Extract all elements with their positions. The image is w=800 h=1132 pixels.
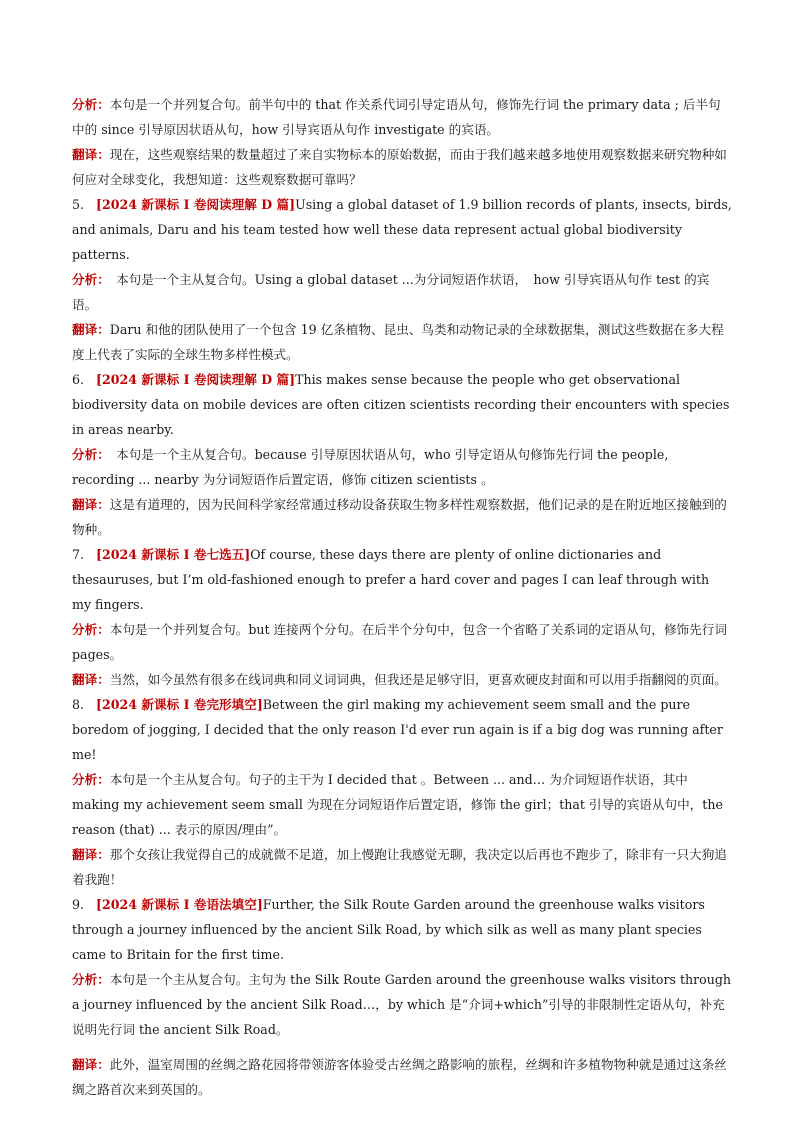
translation-text: 那个女孩让我觉得自己的成就微不足道，加上慢跑让我感觉无聊，我决定以后再也不跑步了，除非有一只大狗追着我跑！: [72, 847, 727, 887]
translation-label: 翻译：: [72, 322, 110, 337]
item-6-sentence: [72, 367, 732, 442]
intro-analysis: [72, 92, 732, 142]
item-5-translation: [72, 317, 732, 367]
analysis-text: 本句是一个并列复合句。前半句中的 that 作关系代词引导定语从句，修饰先行词 the primary data ; 后半句中的 since 引导原因状语从句，how 引导宾语从句作 investigate 的宾语。: [72, 97, 721, 137]
item-7-sentence: [72, 542, 732, 617]
analysis-label: 分析：: [72, 972, 110, 987]
translation-label: 翻译：: [72, 147, 110, 162]
translation-text: 这是有道理的，因为民间科学家经常通过移动设备获取生物多样性观察数据，他们记录的是在附近地区接触到的物种。: [72, 497, 727, 537]
item-7-translation: [72, 667, 732, 692]
analysis-text: 本句是一个主从复合句。主句为 the Silk Route Garden around the greenhouse walks visitors through a journey influenced by the ancient Silk Road…，by which 是“介词+which”引导的非限制性定语从句，补充说明先行词 the ancient Silk Road。: [72, 972, 732, 1037]
item-6-translation: [72, 492, 732, 542]
item-sentence: Further, the Silk Route Garden around the greenhouse walks visitors through a journey influenced by the ancient Silk Road, by which silk as well as many plant species came to Britain for the first time.: [72, 897, 705, 962]
analysis-label: 分析：: [72, 97, 110, 112]
analysis-text: 本句是一个并列复合句。but 连接两个分句。在后半个分句中，包含一个省略了关系词的定语从句，修饰先行词 pages。: [72, 622, 727, 662]
item-source: [2024 新课标 I 卷阅读理解 D 篇]: [96, 197, 296, 212]
item-number: 5.: [72, 197, 85, 212]
analysis-text: 本句是一个主从复合句。because 引导原因状语从句，who 引导定语从句修饰先行词 the people, recording ... nearby 为分词短语作后置定语，修饰 citizen scientists 。: [72, 447, 669, 487]
item-sentence: Between the girl making my achievement seem small and the pure boredom of jogging, I decided that the only reason I'd ever run again is if a big dog was running after me!: [72, 697, 723, 762]
item-6-analysis: [72, 442, 732, 492]
translation-text: 当然，如今虽然有很多在线词典和同义词词典，但我还是足够守旧，更喜欢硬皮封面和可以用手指翻阅的页面。: [109, 672, 727, 687]
analysis-label: 分析：: [72, 447, 104, 462]
item-source: [2024 新课标 I 卷阅读理解 D 篇]: [96, 372, 296, 387]
item-8-translation: [72, 842, 732, 892]
item-5-sentence: [72, 192, 732, 267]
translation-text: 此外，温室周围的丝绸之路花园将带领游客体验受古丝绸之路影响的旅程，丝绸和许多植物物种就是通过这条丝绸之路首次来到英国的。: [72, 1057, 727, 1097]
translation-label: 翻译：: [72, 847, 110, 862]
intro-translation: [72, 142, 732, 192]
analysis-text: 本句是一个主从复合句。Using a global dataset ...为分词短语作状语， how 引导宾语从句作 test 的宾语。: [72, 272, 710, 312]
analysis-label: 分析：: [72, 622, 110, 637]
item-source: [2024 新课标 I 卷七选五]: [96, 547, 251, 562]
item-9-analysis: [72, 967, 732, 1042]
item-sentence: Using a global dataset of 1.9 billion records of plants, insects, birds, and animals, Daru and his team tested how well these data represent actual global biodiversity patterns.: [72, 197, 732, 262]
translation-label: 翻译：: [72, 497, 110, 512]
translation-text: Daru 和他的团队使用了一个包含 19 亿条植物、昆虫、鸟类和动物记录的全球数据集，测试这些数据在多大程度上代表了实际的全球生物多样性模式。: [72, 322, 724, 362]
analysis-label: 分析：: [72, 772, 110, 787]
item-7-analysis: [72, 617, 732, 667]
item-9-sentence: [72, 892, 732, 967]
item-9-translation: [72, 1052, 732, 1102]
translation-label: 翻译：: [72, 672, 110, 687]
item-source: [2024 新课标 I 卷语法填空]: [96, 897, 263, 912]
translation-label: 翻译：: [72, 1057, 110, 1072]
item-8-analysis: [72, 767, 732, 842]
item-number: 8.: [72, 697, 85, 712]
analysis-label: 分析：: [72, 272, 104, 287]
analysis-text: 本句是一个主从复合句。句子的主干为 I decided that 。Between ... and… 为介词短语作状语，其中 making my achievement seem small 为现在分词短语作后置定语，修饰 the girl；that 引导的宾语从句中，the reason (that) ... 表示的原因/理由”。: [72, 772, 723, 837]
spacer: [72, 1042, 732, 1052]
item-source: [2024 新课标 I 卷完形填空]: [96, 697, 263, 712]
item-number: 7.: [72, 547, 85, 562]
item-number: 9.: [72, 897, 85, 912]
item-sentence: This makes sense because the people who get observational biodiversity data on mobile devices are often citizen scientists recording their encounters with species in areas nearby.: [72, 372, 730, 437]
document-page: [72, 92, 732, 1102]
item-5-analysis: [72, 267, 732, 317]
item-number: 6.: [72, 372, 85, 387]
item-sentence: Of course, these days there are plenty of online dictionaries and thesauruses, but I’m old-fashioned enough to prefer a hard cover and pages I can leaf through with my fingers.: [72, 547, 710, 612]
translation-text: 现在，这些观察结果的数量超过了来自实物标本的原始数据，而由于我们越来越多地使用观察数据来研究物种如何应对全球变化，我想知道：这些观察数据可靠吗？: [72, 147, 727, 187]
item-8-sentence: [72, 692, 732, 767]
